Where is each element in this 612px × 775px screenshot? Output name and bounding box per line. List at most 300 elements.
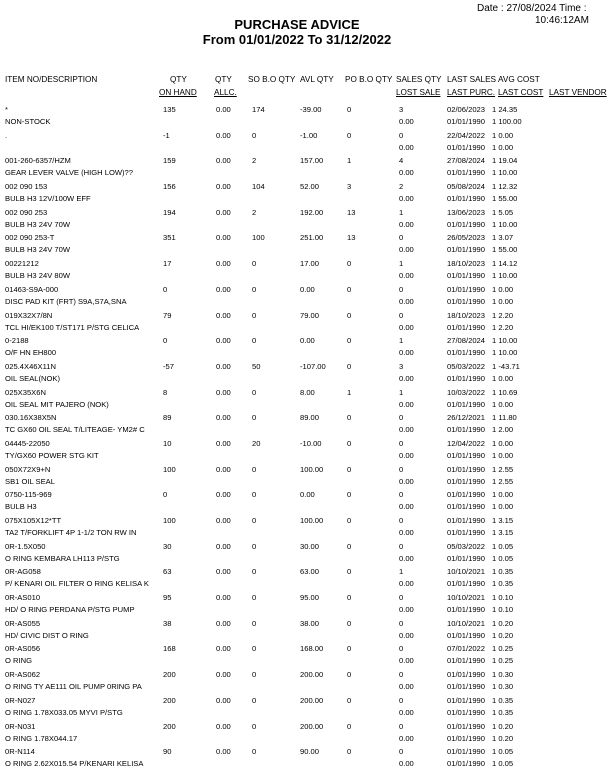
avl-qty: 200.00: [300, 670, 324, 680]
sales-qty: 0: [399, 644, 404, 654]
sales-qty: 2: [399, 182, 404, 192]
report-title: PURCHASE ADVICE: [234, 17, 360, 32]
sales-qty: 3: [399, 105, 404, 114]
last-sales-date: 05/03/2022: [447, 361, 486, 371]
table-row: [0, 311, 612, 337]
avg-cost: 1 0.05: [492, 747, 514, 757]
col-last-cost: LAST COST: [498, 88, 544, 97]
qty-allc: 0.00: [216, 516, 231, 525]
item-no: 00221212: [5, 259, 39, 269]
last-sales-date: 27/08/2024: [447, 156, 486, 166]
last-sales-date: 22/04/2022: [447, 130, 486, 140]
qty-on-hand: 95: [163, 593, 172, 603]
last-cost: 1 0.10: [492, 605, 514, 615]
avg-cost: 1 14.12: [492, 259, 518, 269]
last-cost: 1 0.20: [492, 630, 514, 640]
qty-on-hand: 10: [163, 438, 172, 448]
last-purc-date: 01/01/1990: [447, 656, 486, 666]
lost-sale: 0.00: [399, 194, 414, 204]
qty-on-hand: 63: [163, 567, 172, 577]
qty-allc: 0.00: [216, 130, 231, 140]
table-row: [0, 644, 612, 670]
col-sales: SALES QTY: [396, 75, 442, 84]
table-row: [0, 593, 612, 619]
last-purc-date: 01/01/1990: [447, 476, 486, 486]
table-row: [0, 233, 612, 259]
last-cost: 1 0.05: [492, 553, 514, 563]
last-cost: 1 0.00: [492, 142, 514, 152]
last-purc-date: 01/01/1990: [447, 528, 486, 537]
avg-cost: 1 0.25: [492, 644, 514, 654]
last-cost: 1 0.35: [492, 707, 514, 717]
lost-sale: 0.00: [399, 348, 414, 358]
qty-on-hand: 159: [163, 156, 176, 166]
sales-qty: 1: [399, 259, 404, 269]
so-bo-qty: 2: [252, 207, 257, 217]
report-period: From 01/01/2022 To 31/12/2022: [202, 32, 392, 47]
table-row: [0, 490, 612, 516]
lost-sale: 0.00: [399, 656, 414, 666]
lost-sale: 0.00: [399, 733, 414, 743]
qty-on-hand: 200: [163, 670, 176, 680]
avg-cost: 1 3.15: [492, 516, 514, 525]
description: P/ KENARI OIL FILTER O RING KELISA K: [5, 579, 149, 589]
item-no: 0-2188: [5, 336, 29, 346]
last-purc-date: 01/01/1990: [447, 219, 486, 229]
last-purc-date: 01/01/1990: [447, 707, 486, 717]
last-sales-date: 10/10/2021: [447, 618, 486, 628]
sales-qty: 0: [399, 593, 404, 603]
avg-cost: 1 2.55: [492, 464, 514, 474]
avg-cost: 1 0.00: [492, 438, 514, 448]
qty-on-hand: 90: [163, 747, 172, 757]
qty-on-hand: 135: [163, 105, 176, 114]
last-purc-date: 01/01/1990: [447, 553, 486, 563]
table-row: [0, 696, 612, 722]
lost-sale: 0.00: [399, 117, 414, 126]
description: TA2 T/FORKLIFT 4P 1-1/2 TON RW IN: [5, 528, 137, 537]
description: O/F HN EH800: [5, 348, 57, 358]
last-sales-date: 02/06/2023: [447, 105, 486, 114]
po-bo-qty: 1: [347, 387, 352, 397]
so-bo-qty: 0: [252, 644, 257, 654]
qty-allc: 0.00: [216, 618, 231, 628]
table-row: [0, 285, 612, 311]
table-row: [0, 208, 612, 234]
avl-qty: 79.00: [300, 310, 320, 320]
last-cost: 1 100.00: [492, 117, 522, 126]
so-bo-qty: 104: [252, 182, 265, 192]
last-sales-date: 01/01/1990: [447, 721, 486, 731]
last-cost: 1 0.00: [492, 373, 514, 383]
avg-cost: 1 -43.71: [492, 361, 520, 371]
description: O RING: [5, 656, 33, 666]
qty-on-hand: 0: [163, 284, 168, 294]
table-row: [0, 439, 612, 465]
avl-qty: -107.00: [300, 361, 326, 371]
last-purc-date: 01/01/1990: [447, 271, 486, 281]
last-cost: 1 0.30: [492, 682, 514, 692]
po-bo-qty: 0: [347, 593, 352, 603]
qty-allc: 0.00: [216, 361, 231, 371]
sales-qty: 0: [399, 233, 404, 243]
report-date: Date : 27/08/2024 Time :: [477, 3, 587, 14]
qty-allc: 0.00: [216, 387, 231, 397]
item-no: 025.4X46X11N: [5, 361, 56, 371]
description: TCL HI/EK100 T/ST171 P/STG CELICA: [5, 322, 140, 332]
description: GEAR LEVER VALVE (HIGH LOW)??: [5, 168, 134, 178]
last-cost: 1 0.00: [492, 399, 514, 409]
po-bo-qty: 0: [347, 670, 352, 680]
description: O RING 1.78X044.17: [5, 733, 78, 743]
description: O RING 1.78X033.05 MYVI P/STG: [5, 707, 123, 717]
col-qty-allc: QTY: [215, 75, 232, 84]
last-purc-date: 01/01/1990: [447, 579, 486, 589]
table-row: [0, 722, 612, 748]
qty-on-hand: 0: [163, 490, 168, 500]
table-row: [0, 747, 612, 773]
qty-on-hand: 17: [163, 259, 172, 269]
last-sales-date: 01/01/1990: [447, 516, 486, 525]
last-purc-date: 01/01/1990: [447, 117, 486, 126]
po-bo-qty: 0: [347, 336, 352, 346]
avl-qty: 30.00: [300, 541, 320, 551]
po-bo-qty: 3: [347, 182, 352, 192]
so-bo-qty: 0: [252, 310, 257, 320]
qty-allc: 0.00: [216, 747, 231, 757]
lost-sale: 0.00: [399, 579, 414, 589]
lost-sale: 0.00: [399, 707, 414, 717]
avl-qty: 89.00: [300, 413, 320, 423]
qty-allc: 0.00: [216, 259, 231, 269]
last-sales-date: 18/10/2023: [447, 310, 486, 320]
sales-qty: 0: [399, 490, 404, 500]
so-bo-qty: 0: [252, 130, 257, 140]
last-cost: 1 0.00: [492, 450, 514, 460]
so-bo-qty: 0: [252, 747, 257, 757]
qty-on-hand: 100: [163, 516, 176, 525]
sales-qty: 0: [399, 618, 404, 628]
avl-qty: 0.00: [300, 336, 315, 346]
last-cost: 1 2.55: [492, 476, 514, 486]
col-qty-allc-sub: ALLC.: [214, 88, 237, 97]
so-bo-qty: 100: [252, 233, 265, 243]
last-cost: 1 10.00: [492, 219, 518, 229]
avg-cost: 1 0.00: [492, 490, 514, 500]
sales-qty: 0: [399, 413, 404, 423]
avl-qty: 52.00: [300, 182, 320, 192]
so-bo-qty: 0: [252, 695, 257, 705]
avl-qty: -1.00: [300, 130, 318, 140]
sales-qty: 0: [399, 695, 404, 705]
col-avg-cost: AVG COST: [498, 75, 540, 84]
lost-sale: 0.00: [399, 271, 414, 281]
so-bo-qty: 20: [252, 438, 261, 448]
sales-qty: 0: [399, 721, 404, 731]
last-cost: 1 10.00: [492, 348, 518, 358]
lost-sale: 0.00: [399, 322, 414, 332]
description: O RING TY AE111 OIL PUMP 0RING PA: [5, 682, 142, 692]
sales-qty: 1: [399, 567, 404, 577]
last-purc-date: 01/01/1990: [447, 425, 486, 435]
item-no: 0R-AS062: [5, 670, 41, 680]
last-cost: 1 2.00: [492, 425, 514, 435]
po-bo-qty: 0: [347, 413, 352, 423]
so-bo-qty: 0: [252, 721, 257, 731]
lost-sale: 0.00: [399, 682, 414, 692]
last-sales-date: 26/12/2021: [447, 413, 486, 423]
item-no: 0R-1.5X050: [5, 541, 46, 551]
so-bo-qty: 0: [252, 259, 257, 269]
po-bo-qty: 0: [347, 438, 352, 448]
description: BULB H3 24V 70W: [5, 219, 70, 229]
report-rows: [0, 105, 612, 773]
avl-qty: 0.00: [300, 284, 315, 294]
lost-sale: 0.00: [399, 630, 414, 640]
sales-qty: 0: [399, 516, 404, 525]
qty-allc: 0.00: [216, 490, 231, 500]
so-bo-qty: 0: [252, 413, 257, 423]
lost-sale: 0.00: [399, 605, 414, 615]
avl-qty: 157.00: [300, 156, 324, 166]
po-bo-qty: 0: [347, 567, 352, 577]
avl-qty: 8.00: [300, 387, 315, 397]
qty-allc: 0.00: [216, 695, 231, 705]
sales-qty: 1: [399, 387, 404, 397]
col-avl: AVL QTY: [300, 75, 334, 84]
lost-sale: 0.00: [399, 528, 414, 537]
last-sales-date: 07/01/2022: [447, 644, 486, 654]
avl-qty: 251.00: [300, 233, 324, 243]
sales-qty: 1: [399, 207, 404, 217]
lost-sale: 0.00: [399, 759, 414, 769]
col-lost-sale: LOST SALE: [396, 88, 441, 97]
item-no: 001-260-6357/HZM: [5, 156, 71, 166]
last-purc-date: 01/01/1990: [447, 605, 486, 615]
last-sales-date: 01/01/1990: [447, 284, 486, 294]
item-no: 050X72X9+N: [5, 464, 51, 474]
last-sales-date: 10/10/2021: [447, 567, 486, 577]
avg-cost: 1 2.20: [492, 310, 514, 320]
lost-sale: 0.00: [399, 476, 414, 486]
avg-cost: 1 5.05: [492, 207, 514, 217]
avl-qty: 38.00: [300, 618, 320, 628]
avg-cost: 1 10.69: [492, 387, 518, 397]
last-sales-date: 10/10/2021: [447, 593, 486, 603]
so-bo-qty: 0: [252, 516, 257, 525]
qty-allc: 0.00: [216, 413, 231, 423]
last-cost: 1 0.00: [492, 502, 514, 512]
qty-allc: 0.00: [216, 541, 231, 551]
qty-allc: 0.00: [216, 310, 231, 320]
last-sales-date: 26/05/2023: [447, 233, 486, 243]
item-no: 01463-S9A-000: [5, 284, 59, 294]
last-cost: 1 55.00: [492, 245, 518, 255]
avg-cost: 1 0.05: [492, 541, 514, 551]
table-row: [0, 567, 612, 593]
last-purc-date: 01/01/1990: [447, 733, 486, 743]
so-bo-qty: 0: [252, 387, 257, 397]
report-time: 10:46:12AM: [535, 15, 589, 26]
description: HD/ CIVIC DIST O RING: [5, 630, 89, 640]
description: BULB H3 12V/100W EFF: [5, 194, 91, 204]
so-bo-qty: 0: [252, 284, 257, 294]
lost-sale: 0.00: [399, 168, 414, 178]
last-purc-date: 01/01/1990: [447, 630, 486, 640]
po-bo-qty: 0: [347, 516, 352, 525]
item-no: 0R-N031: [5, 721, 36, 731]
description: TY/GX60 POWER STG KIT: [5, 450, 99, 460]
avl-qty: 63.00: [300, 567, 320, 577]
po-bo-qty: 0: [347, 747, 352, 757]
avl-qty: 100.00: [300, 464, 324, 474]
last-sales-date: 13/06/2023: [447, 207, 486, 217]
last-purc-date: 01/01/1990: [447, 142, 486, 152]
qty-allc: 0.00: [216, 644, 231, 654]
item-no: 0R-AS056: [5, 644, 41, 654]
avl-qty: 95.00: [300, 593, 320, 603]
item-no: 0R-N027: [5, 695, 36, 705]
last-cost: 1 0.20: [492, 733, 514, 743]
table-row: [0, 156, 612, 182]
description: HD/ O RING PERDANA P/STG PUMP: [5, 605, 135, 615]
lost-sale: 0.00: [399, 399, 414, 409]
table-row: [0, 182, 612, 208]
last-sales-date: 01/01/1990: [447, 747, 486, 757]
po-bo-qty: 0: [347, 105, 352, 114]
po-bo-qty: 0: [347, 310, 352, 320]
avl-qty: 90.00: [300, 747, 320, 757]
qty-on-hand: 351: [163, 233, 176, 243]
avg-cost: 1 3.07: [492, 233, 514, 243]
lost-sale: 0.00: [399, 142, 414, 152]
col-last-sales: LAST SALES: [447, 75, 497, 84]
col-qty-onhand-sub: ON HAND: [159, 88, 197, 97]
so-bo-qty: 0: [252, 593, 257, 603]
description: BULB H3: [5, 502, 37, 512]
last-sales-date: 05/08/2024: [447, 182, 486, 192]
table-row: [0, 336, 612, 362]
last-sales-date: 10/03/2022: [447, 387, 486, 397]
item-no: 04445-22050: [5, 438, 50, 448]
so-bo-qty: 0: [252, 464, 257, 474]
avg-cost: 1 12.32: [492, 182, 518, 192]
qty-allc: 0.00: [216, 670, 231, 680]
item-no: *: [5, 105, 8, 114]
description: SB1 OIL SEAL: [5, 476, 55, 486]
sales-qty: 0: [399, 670, 404, 680]
avl-qty: 200.00: [300, 721, 324, 731]
col-last-purc: LAST PURC.: [447, 88, 496, 97]
description: OIL SEAL MIT PAJERO (NOK): [5, 399, 109, 409]
sales-qty: 0: [399, 747, 404, 757]
last-sales-date: 27/08/2024: [447, 336, 486, 346]
table-row: [0, 619, 612, 645]
sales-qty: 1: [399, 336, 404, 346]
qty-allc: 0.00: [216, 156, 231, 166]
item-no: .: [5, 130, 8, 140]
qty-allc: 0.00: [216, 464, 231, 474]
qty-allc: 0.00: [216, 593, 231, 603]
last-purc-date: 01/01/1990: [447, 450, 486, 460]
avg-cost: 1 0.00: [492, 284, 514, 294]
po-bo-qty: 0: [347, 259, 352, 269]
last-sales-date: 18/10/2023: [447, 259, 486, 269]
last-sales-date: 05/03/2022: [447, 541, 486, 551]
sales-qty: 0: [399, 310, 404, 320]
avg-cost: 1 19.04: [492, 156, 518, 166]
qty-allc: 0.00: [216, 207, 231, 217]
so-bo-qty: 0: [252, 618, 257, 628]
qty-allc: 0.00: [216, 438, 231, 448]
qty-allc: 0.00: [216, 105, 231, 114]
table-row: [0, 516, 612, 542]
lost-sale: 0.00: [399, 502, 414, 512]
item-no: 002 090 253-T: [5, 233, 55, 243]
avg-cost: 1 0.20: [492, 618, 514, 628]
qty-on-hand: -57: [163, 361, 174, 371]
last-purc-date: 01/01/1990: [447, 168, 486, 178]
description: TC GX60 OIL SEAL T/LITEAGE- YM2# C: [5, 425, 145, 435]
po-bo-qty: 0: [347, 695, 352, 705]
po-bo-qty: 0: [347, 541, 352, 551]
table-row: [0, 670, 612, 696]
table-row: [0, 542, 612, 568]
last-purc-date: 01/01/1990: [447, 399, 486, 409]
po-bo-qty: 0: [347, 618, 352, 628]
sales-qty: 4: [399, 156, 404, 166]
qty-allc: 0.00: [216, 336, 231, 346]
qty-on-hand: 100: [163, 464, 176, 474]
lost-sale: 0.00: [399, 553, 414, 563]
qty-on-hand: 89: [163, 413, 172, 423]
col-po-bo: PO B.O QTY: [345, 75, 393, 84]
avg-cost: 1 24.35: [492, 105, 518, 114]
last-sales-date: 01/01/1990: [447, 695, 486, 705]
avl-qty: 168.00: [300, 644, 324, 654]
last-cost: 1 10.00: [492, 168, 518, 178]
avg-cost: 1 0.35: [492, 567, 514, 577]
qty-allc: 0.00: [216, 284, 231, 294]
avl-qty: -39.00: [300, 105, 322, 114]
table-row: [0, 362, 612, 388]
item-no: 0R-AG058: [5, 567, 41, 577]
sales-qty: 0: [399, 284, 404, 294]
description: BULB H3 24V 70W: [5, 245, 70, 255]
avg-cost: 1 10.00: [492, 336, 518, 346]
item-no: 019X32X7/8N: [5, 310, 53, 320]
lost-sale: 0.00: [399, 296, 414, 306]
sales-qty: 0: [399, 130, 404, 140]
item-no: 025X35X6N: [5, 387, 46, 397]
avl-qty: 192.00: [300, 207, 324, 217]
po-bo-qty: 0: [347, 721, 352, 731]
last-purc-date: 01/01/1990: [447, 373, 486, 383]
last-purc-date: 01/01/1990: [447, 502, 486, 512]
item-no: 002 090 153: [5, 182, 48, 192]
sales-qty: 0: [399, 541, 404, 551]
last-cost: 1 0.35: [492, 579, 514, 589]
lost-sale: 0.00: [399, 425, 414, 435]
item-no: 002 090 253: [5, 207, 48, 217]
qty-on-hand: -1: [163, 130, 170, 140]
table-row: [0, 413, 612, 439]
so-bo-qty: 174: [252, 105, 265, 114]
last-purc-date: 01/01/1990: [447, 322, 486, 332]
qty-on-hand: 194: [163, 207, 176, 217]
qty-on-hand: 168: [163, 644, 176, 654]
description: BULB H3 24V 80W: [5, 271, 70, 281]
